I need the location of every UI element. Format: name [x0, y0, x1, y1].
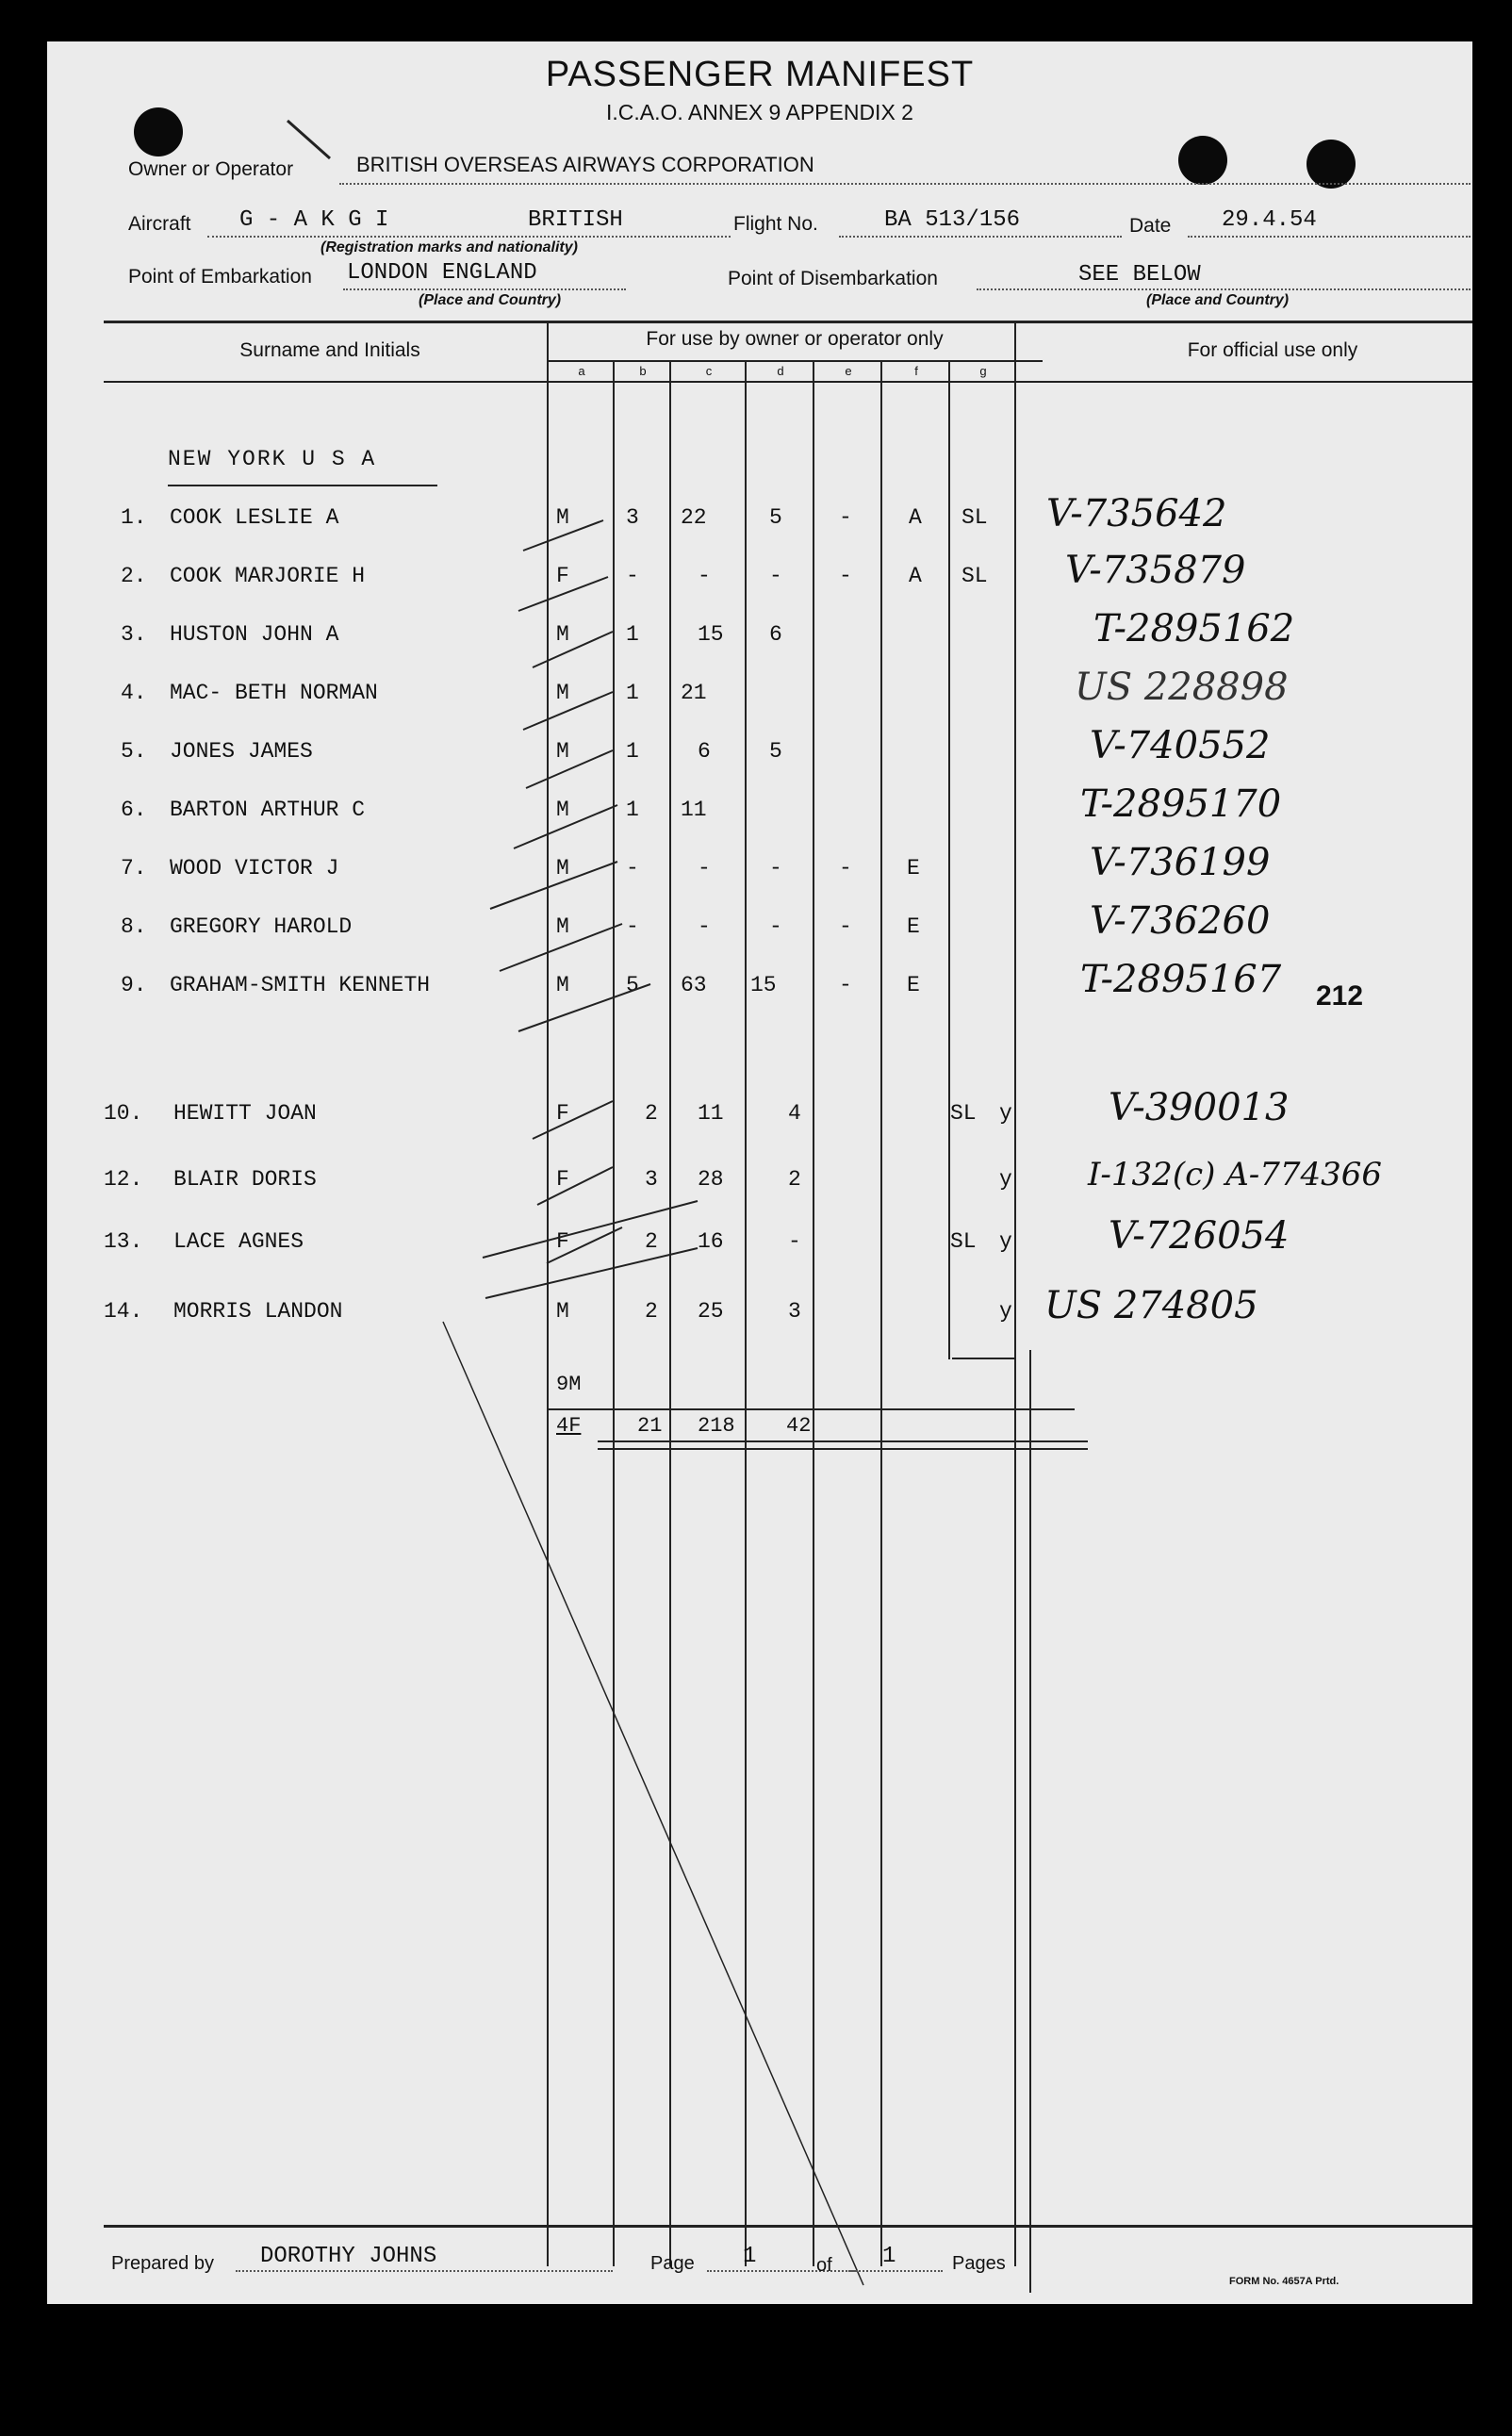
row-num: 14. — [104, 1299, 143, 1324]
row-official: US 228898 — [1075, 666, 1289, 709]
row-official: US 274805 — [1044, 1284, 1258, 1327]
row-name: GRAHAM-SMITH KENNETH — [170, 973, 431, 997]
row-d: - — [769, 564, 782, 588]
row-num: 12. — [104, 1167, 143, 1192]
row-sex: M — [556, 681, 569, 705]
row-name: WOOD VICTOR J — [170, 856, 339, 881]
row-official: V-735642 — [1046, 492, 1227, 535]
aircraft-note: (Registration marks and nationality) — [320, 239, 578, 255]
row-c: - — [698, 856, 711, 881]
row-sex: M — [556, 739, 569, 764]
row-sex: M — [556, 505, 569, 530]
row-sex: F — [556, 1229, 569, 1254]
row-g: y — [999, 1101, 1012, 1126]
form-subtitle: I.C.A.O. ANNEX 9 APPENDIX 2 — [606, 100, 913, 124]
section-heading: NEW YORK U S A — [168, 447, 377, 471]
row-d: - — [769, 856, 782, 881]
row-sex: F — [556, 1167, 569, 1192]
row-official: V-736260 — [1090, 899, 1271, 943]
pages-label: Pages — [952, 2253, 1006, 2274]
row-c: 6 — [698, 739, 711, 764]
subcol-b: b — [639, 364, 647, 378]
row-e: - — [839, 973, 852, 997]
row-official: V-726054 — [1109, 1214, 1290, 1258]
form-title: PASSENGER MANIFEST — [545, 55, 975, 94]
row-name: BARTON ARTHUR C — [170, 798, 366, 822]
row-sex: F — [556, 1101, 569, 1126]
row-name: HUSTON JOHN A — [170, 622, 339, 647]
row-d: 2 — [788, 1167, 801, 1192]
row-sex: M — [556, 914, 569, 939]
row-sex: M — [556, 798, 569, 822]
row-g: y — [999, 1299, 1012, 1324]
row-num: 7. — [121, 856, 147, 881]
row-g: y — [999, 1167, 1012, 1192]
row-g: SL — [961, 564, 988, 588]
row-f: SL — [950, 1101, 977, 1126]
total-c: 218 — [698, 1414, 735, 1438]
row-f: E — [907, 973, 920, 997]
row-name: BLAIR DORIS — [173, 1167, 317, 1192]
flight-value: BA 513/156 — [884, 207, 1021, 233]
row-b: 2 — [645, 1101, 658, 1126]
prepared-label: Prepared by — [111, 2253, 214, 2274]
row-e: - — [839, 505, 852, 530]
total-female: 4F — [556, 1414, 582, 1438]
row-b: 2 — [645, 1229, 658, 1254]
row-e: - — [839, 856, 852, 881]
owner-value: BRITISH OVERSEAS AIRWAYS CORPORATION — [356, 153, 814, 176]
row-c: 16 — [698, 1229, 724, 1254]
row-official: V-740552 — [1090, 724, 1271, 767]
row-b: 2 — [645, 1299, 658, 1324]
manifest-sheet — [47, 41, 1472, 2304]
row-c: 28 — [698, 1167, 724, 1192]
subcol-e: e — [845, 364, 852, 378]
row-name: COOK MARJORIE H — [170, 564, 366, 588]
row-sex: M — [556, 622, 569, 647]
row-c: - — [698, 564, 711, 588]
row-d: 5 — [769, 505, 782, 530]
row-name: COOK LESLIE A — [170, 505, 339, 530]
row-num: 3. — [121, 622, 147, 647]
row-official: T-2895162 — [1093, 607, 1295, 650]
embark-value: LONDON ENGLAND — [347, 260, 537, 286]
row-official: V-736199 — [1090, 841, 1271, 884]
disembark-label: Point of Disembarkation — [728, 268, 938, 289]
date-value: 29.4.54 — [1222, 207, 1317, 233]
row-d: - — [769, 914, 782, 939]
footer-rule — [104, 2225, 1472, 2228]
disembark-value: SEE BELOW — [1078, 262, 1201, 288]
aircraft-reg: G - A K G I — [239, 207, 389, 233]
row-sex: M — [556, 856, 569, 881]
row-official: V-390013 — [1109, 1086, 1290, 1129]
row-g: SL — [961, 505, 988, 530]
of-label: of — [816, 2255, 832, 2276]
row-name: LACE AGNES — [173, 1229, 304, 1254]
row-official: V-735879 — [1065, 549, 1246, 592]
row-official-extra: 212 — [1316, 980, 1364, 1012]
row-c: 25 — [698, 1299, 724, 1324]
col-official: For official use only — [1187, 339, 1358, 361]
row-b: 1 — [626, 798, 639, 822]
row-b: 1 — [626, 622, 639, 647]
row-d: - — [788, 1229, 801, 1254]
row-b: 5 — [626, 973, 639, 997]
row-num: 10. — [104, 1101, 143, 1126]
row-num: 4. — [121, 681, 147, 705]
row-official: T-2895170 — [1080, 782, 1282, 826]
row-c: 11 — [681, 798, 707, 822]
total-male: 9M — [556, 1373, 582, 1396]
row-name: MAC- BETH NORMAN — [170, 681, 378, 705]
row-num: 9. — [121, 973, 147, 997]
row-f: E — [907, 856, 920, 881]
row-name: JONES JAMES — [170, 739, 313, 764]
form-number: FORM No. 4657A Prtd. — [1229, 2276, 1339, 2287]
row-num: 5. — [121, 739, 147, 764]
total-b: 21 — [637, 1414, 663, 1438]
row-b: - — [626, 914, 639, 939]
row-d: 15 — [750, 973, 777, 997]
col-owner: For use by owner or operator only — [646, 328, 944, 350]
subcol-a: a — [578, 364, 585, 378]
row-b: 3 — [626, 505, 639, 530]
row-b: - — [626, 564, 639, 588]
subcol-g: g — [979, 364, 987, 378]
row-official: I-132(c) A-774366 — [1088, 1156, 1383, 1193]
row-b: 1 — [626, 681, 639, 705]
row-c: - — [698, 914, 711, 939]
disembark-note: (Place and Country) — [1146, 292, 1290, 308]
row-name: MORRIS LANDON — [173, 1299, 343, 1324]
row-name: HEWITT JOAN — [173, 1101, 317, 1126]
row-c: 63 — [681, 973, 707, 997]
prepared-dotline — [236, 2270, 613, 2272]
row-e: - — [839, 914, 852, 939]
embark-label: Point of Embarkation — [128, 266, 312, 288]
aircraft-label: Aircraft — [128, 213, 191, 235]
row-d: 5 — [769, 739, 782, 764]
row-num: 6. — [121, 798, 147, 822]
pen-strokes — [47, 41, 1472, 2304]
col-surname: Surname and Initials — [239, 339, 420, 361]
row-b: 3 — [645, 1167, 658, 1192]
subcol-c: c — [705, 364, 713, 378]
of-dotline — [848, 2270, 943, 2272]
row-e: - — [839, 564, 852, 588]
row-official: T-2895167 — [1080, 958, 1282, 1001]
embark-note: (Place and Country) — [419, 292, 562, 308]
row-c: 21 — [681, 681, 707, 705]
page-label: Page — [650, 2253, 695, 2274]
row-d: 4 — [788, 1101, 801, 1126]
row-f: E — [907, 914, 920, 939]
row-num: 1. — [121, 505, 147, 530]
aircraft-nationality: BRITISH — [528, 207, 623, 233]
row-num: 2. — [121, 564, 147, 588]
owner-label: Owner or Operator — [128, 158, 294, 180]
row-d: 3 — [788, 1299, 801, 1324]
subcol-d: d — [777, 364, 784, 378]
row-c: 11 — [698, 1101, 724, 1126]
row-f: A — [909, 564, 922, 588]
row-sex: M — [556, 1299, 569, 1324]
row-c: 22 — [681, 505, 707, 530]
prepared-value: DOROTHY JOHNS — [260, 2244, 437, 2269]
total-d: 42 — [786, 1414, 812, 1438]
row-f: A — [909, 505, 922, 530]
row-name: GREGORY HAROLD — [170, 914, 353, 939]
row-g: y — [999, 1229, 1012, 1254]
flight-label: Flight No. — [733, 213, 818, 235]
row-c: 15 — [698, 622, 724, 647]
row-b: 1 — [626, 739, 639, 764]
date-label: Date — [1129, 215, 1172, 237]
row-sex: F — [556, 564, 569, 588]
row-b: - — [626, 856, 639, 881]
subcol-f: f — [914, 364, 918, 378]
of-value: 1 — [882, 2244, 896, 2269]
row-num: 8. — [121, 914, 147, 939]
page-value: 1 — [743, 2244, 757, 2269]
row-num: 13. — [104, 1229, 143, 1254]
row-d: 6 — [769, 622, 782, 647]
row-f: SL — [950, 1229, 977, 1254]
row-sex: M — [556, 973, 569, 997]
page-dotline — [707, 2270, 858, 2272]
